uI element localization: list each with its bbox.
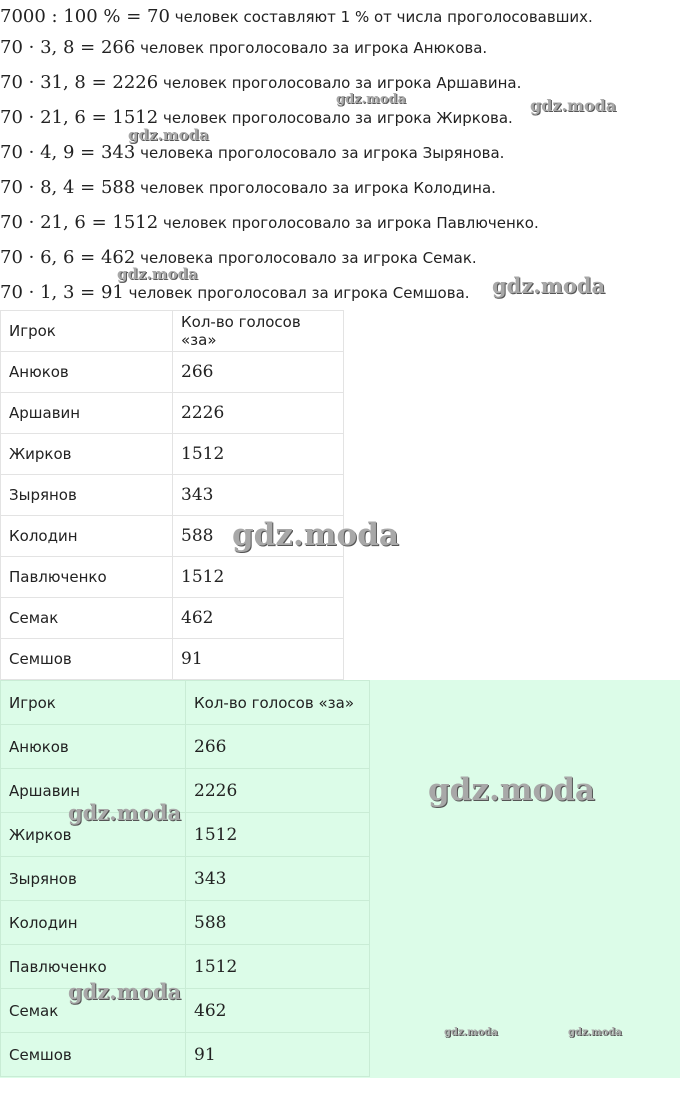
watermark: gdz.moda xyxy=(568,1027,622,1038)
votes-cell: 1512 xyxy=(186,813,370,857)
solution-line: 70 · 31, 8 = 2226 человек проголосовало за игрока Аршавина. xyxy=(0,72,522,93)
votes-cell: 2226 xyxy=(173,393,344,434)
watermark: gdz.moda xyxy=(492,273,606,298)
header-votes: Кол-во голосов «за» xyxy=(173,311,344,352)
votes-cell: 462 xyxy=(186,989,370,1033)
watermark: gdz.moda xyxy=(444,1027,498,1038)
votes-cell: 91 xyxy=(173,639,344,680)
votes-cell: 2226 xyxy=(186,769,370,813)
table-row xyxy=(1,1033,370,1077)
watermark: gdz.moda xyxy=(232,517,399,553)
player-cell: Семшов xyxy=(1,639,173,680)
votes-cell: 266 xyxy=(173,352,344,393)
header-player: Игрок xyxy=(1,681,186,725)
table-row xyxy=(1,989,370,1033)
player-cell: Семшов xyxy=(1,1033,186,1077)
answer-votes-table xyxy=(0,680,370,1077)
table-row xyxy=(1,857,370,901)
player-cell: Семак xyxy=(1,598,173,639)
player-cell: Аршавин xyxy=(1,393,173,434)
table-row xyxy=(1,639,344,680)
solution-line: 70 · 1, 3 = 91 человек проголосовал за игрока Семшова. xyxy=(0,282,470,303)
table-row xyxy=(1,352,344,393)
table-row xyxy=(1,475,344,516)
votes-cell: 343 xyxy=(186,857,370,901)
watermark: gdz.moda xyxy=(68,979,182,1004)
header-votes: Кол-во голосов «за» xyxy=(186,681,370,725)
player-cell: Анюков xyxy=(1,725,186,769)
solution-line: 70 · 4, 9 = 343 человека проголосовало за игрока Зырянова. xyxy=(0,142,505,163)
votes-cell: 588 xyxy=(173,516,344,557)
solution-line: 7000 : 100 % = 70 человек составляют 1 % от числа проголосовавших. xyxy=(0,6,593,27)
solution-line: 70 · 6, 6 = 462 человека проголосовало за игрока Семак. xyxy=(0,247,477,268)
player-cell: Павлюченко xyxy=(1,557,173,598)
votes-cell: 343 xyxy=(173,475,344,516)
table-row xyxy=(1,557,344,598)
player-cell: Павлюченко xyxy=(1,945,186,989)
table-row xyxy=(1,945,370,989)
votes-cell: 588 xyxy=(186,901,370,945)
watermark: gdz.moda xyxy=(117,265,198,283)
table-header-row xyxy=(1,681,370,725)
watermark: gdz.moda xyxy=(530,96,617,115)
player-cell: Колодин xyxy=(1,901,186,945)
player-cell: Семак xyxy=(1,989,186,1033)
table-row xyxy=(1,725,370,769)
solution-line: 70 · 3, 8 = 266 человек проголосовало за игрока Анюкова. xyxy=(0,37,488,58)
solution-line: 70 · 8, 4 = 588 человек проголосовало за игрока Колодина. xyxy=(0,177,496,198)
votes-cell: 1512 xyxy=(173,434,344,475)
votes-cell: 91 xyxy=(186,1033,370,1077)
table-row xyxy=(1,769,370,813)
table-row xyxy=(1,434,344,475)
player-cell: Зырянов xyxy=(1,475,173,516)
votes-cell: 462 xyxy=(173,598,344,639)
header-player: Игрок xyxy=(1,311,173,352)
solution-line: 70 · 21, 6 = 1512 человек проголосовало за игрока Жиркова. xyxy=(0,107,513,128)
table-row xyxy=(1,598,344,639)
table-row xyxy=(1,813,370,857)
table-row xyxy=(1,901,370,945)
votes-cell: 1512 xyxy=(186,945,370,989)
player-cell: Колодин xyxy=(1,516,173,557)
watermark: gdz.moda xyxy=(336,92,407,107)
votes-table xyxy=(0,310,344,680)
votes-cell: 1512 xyxy=(173,557,344,598)
watermark: gdz.moda xyxy=(428,772,595,808)
player-cell: Анюков xyxy=(1,352,173,393)
player-cell: Аршавин xyxy=(1,769,186,813)
table-header-row xyxy=(1,311,344,352)
solution-line: 70 · 21, 6 = 1512 человек проголосовало за игрока Павлюченко. xyxy=(0,212,539,233)
table-row xyxy=(1,393,344,434)
player-cell: Жирков xyxy=(1,813,186,857)
player-cell: Жирков xyxy=(1,434,173,475)
watermark: gdz.moda xyxy=(68,800,182,825)
watermark: gdz.moda xyxy=(128,126,209,144)
player-cell: Зырянов xyxy=(1,857,186,901)
votes-cell: 266 xyxy=(186,725,370,769)
